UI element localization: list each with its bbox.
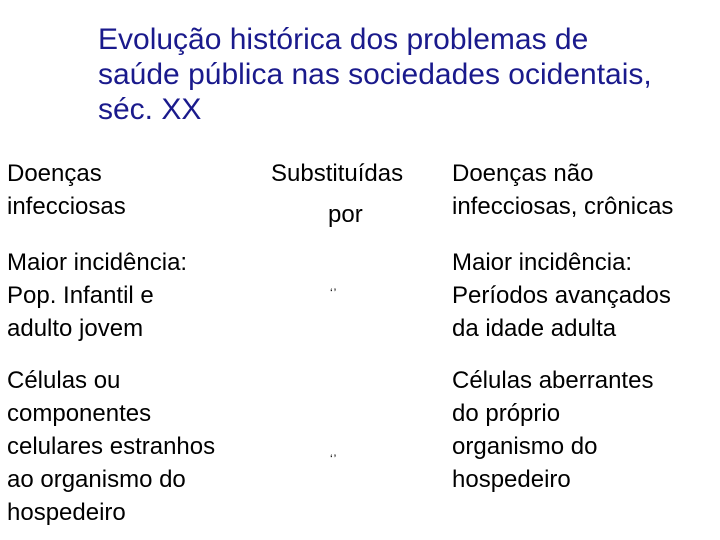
cell-line: Células aberrantes	[452, 367, 654, 394]
title-line: Evolução histórica dos problemas de	[98, 23, 589, 56]
row-1-ditto-mark: ‘’	[330, 286, 338, 300]
cell-line: Maior incidência:	[452, 249, 633, 276]
cell-line: Pop. Infantil e	[7, 282, 154, 309]
header-line: Substituídas	[271, 160, 404, 187]
row-1-right-cell	[452, 246, 671, 345]
cell-line: Maior incidência:	[7, 249, 188, 276]
left-column-header	[7, 157, 126, 223]
row-2-ditto-mark: ‘’	[330, 452, 338, 466]
middle-column-header-top	[271, 157, 403, 190]
cell-line: hospedeiro	[452, 466, 571, 493]
header-line: Doenças	[7, 160, 102, 187]
header-line: infecciosas	[7, 193, 126, 220]
title-line: saúde pública nas sociedades ocidentais,	[98, 58, 652, 91]
cell-line: hospedeiro	[7, 499, 126, 526]
cell-line: adulto jovem	[7, 315, 144, 342]
header-line: infecciosas, crônicas	[452, 193, 674, 220]
middle-column-header-bottom	[328, 198, 363, 231]
cell-line: do próprio	[452, 400, 561, 427]
header-line: por	[328, 201, 363, 228]
cell-line: Períodos avançados	[452, 282, 671, 309]
title-line: séc. XX	[98, 93, 202, 126]
row-2-left-cell	[7, 364, 215, 529]
cell-line: ao organismo do	[7, 466, 186, 493]
cell-line: componentes	[7, 400, 152, 427]
header-line: Doenças não	[452, 160, 594, 187]
row-1-left-cell	[7, 246, 187, 345]
cell-line: da idade adulta	[452, 315, 617, 342]
cell-line: organismo do	[452, 433, 598, 460]
cell-line: celulares estranhos	[7, 433, 216, 460]
slide-title	[98, 22, 698, 127]
row-2-right-cell	[452, 364, 653, 496]
right-column-header	[452, 157, 673, 223]
cell-line: Células ou	[7, 367, 121, 394]
